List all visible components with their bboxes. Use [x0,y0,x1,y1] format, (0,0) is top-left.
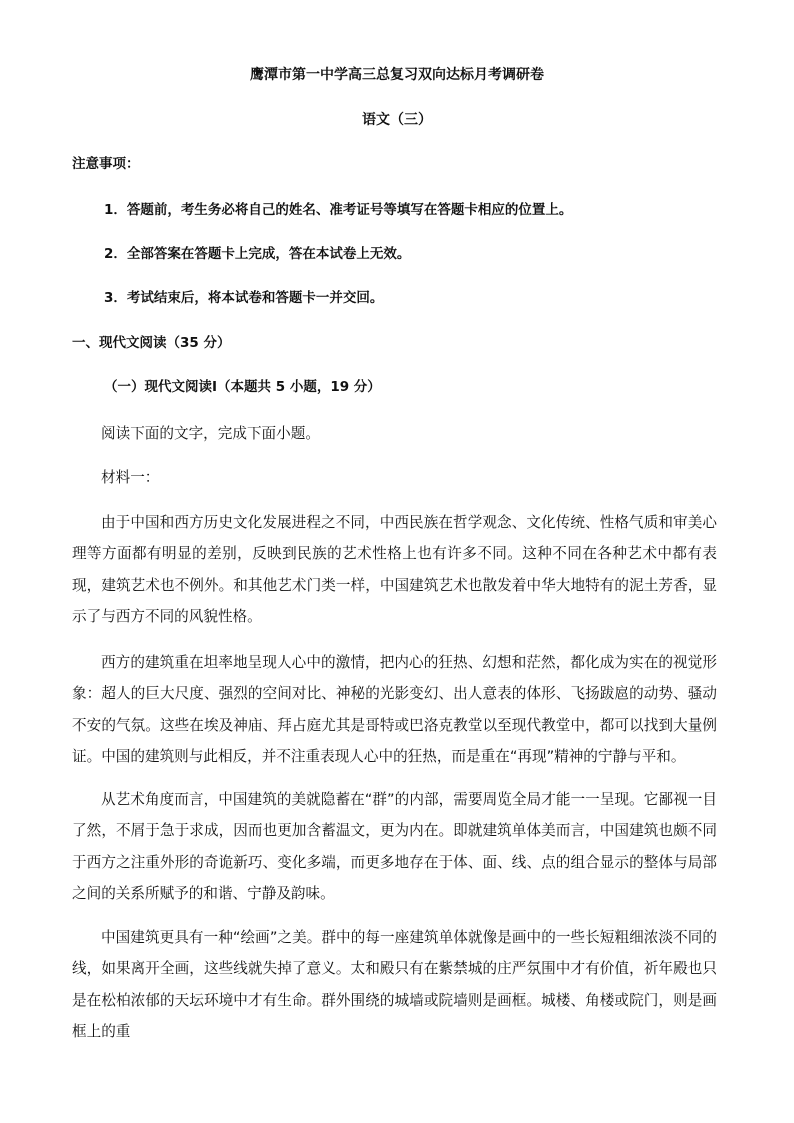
reading-instruction: 阅读下面的文字，完成下面小题。 [101,425,320,442]
paragraph-2: 西方的建筑重在坦率地呈现人心中的激情，把内心的狂热、幻想和茫然，都化成为实在的视觉形象：超人的巨大尺度、强烈的空间对比、神秘的光影变幻、出人意表的体形、飞扬跋扈的动势、骚动不安的气氛。这些在埃及神庙、拜占庭尤其是哥特或巴洛克教堂以至现代教堂中，都可以找到大量例证。中国的建筑则与此相反，并不注重表现人心中的狂热，而是重在“再现”精神的宁静与平和。 [72,654,717,765]
paragraph-3: 从艺术角度而言，中国建筑的美就隐蓄在“群”的内部，需要周览全局才能一一呈现。它鄙视一目了然，不屑于急于求成，因而也更加含蓄温文，更为内在。即就建筑单体美而言，中国建筑也颇不同于西方之注重外形的奇诡新巧、变化多端，而更多地存在于体、面、线、点的组合显示的整体与局部之间的关系所赋予的和谐、宁静及韵味。 [72,791,717,902]
paragraph-4: 中国建筑更具有一种“绘画”之美。群中的每一座建筑单体就像是画中的一些长短粗细浓淡不同的线，如果离开全画，这些线就失掉了意义。太和殿只有在紫禁城的庄严氛围中才有价值，祈年殿也只是在松柏浓郁的天坛环境中才有生命。群外围绕的城墙或院墙则是画框。城楼、角楼或院门，则是画框上的重 [72,929,717,1040]
section-heading: 一、现代文阅读（35 分） [72,335,231,351]
notice-item-1: 1．答题前，考生务必将自己的姓名、准考证号等填写在答题卡相应的位置上。 [104,202,573,218]
paragraph-1: 由于中国和西方历史文化发展进程之不同，中西民族在哲学观念、文化传统、性格气质和审美心理等方面都有明显的差别，反映到民族的艺术性格上也有许多不同。这种不同在各种艺术中都有表现，建筑艺术也不例外。和其他艺术门类一样，中国建筑艺术也散发着中华大地特有的泥土芳香，显示了与西方不同的风貌性格。 [72,514,717,625]
material-label: 材料一： [101,469,160,486]
exam-title: 鹰潭市第一中学高三总复习双向达标月考调研卷 [250,67,544,83]
exam-subtitle: 语文（三） [362,112,432,128]
notice-item-3: 3．考试结束后，将本试卷和答题卡一并交回。 [104,290,384,306]
notice-heading: 注意事项： [72,156,140,172]
notice-item-2: 2．全部答案在答题卡上完成，答在本试卷上无效。 [104,246,411,262]
subsection-heading: （一）现代文阅读Ⅰ（本题共 5 小题，19 分） [104,379,381,395]
